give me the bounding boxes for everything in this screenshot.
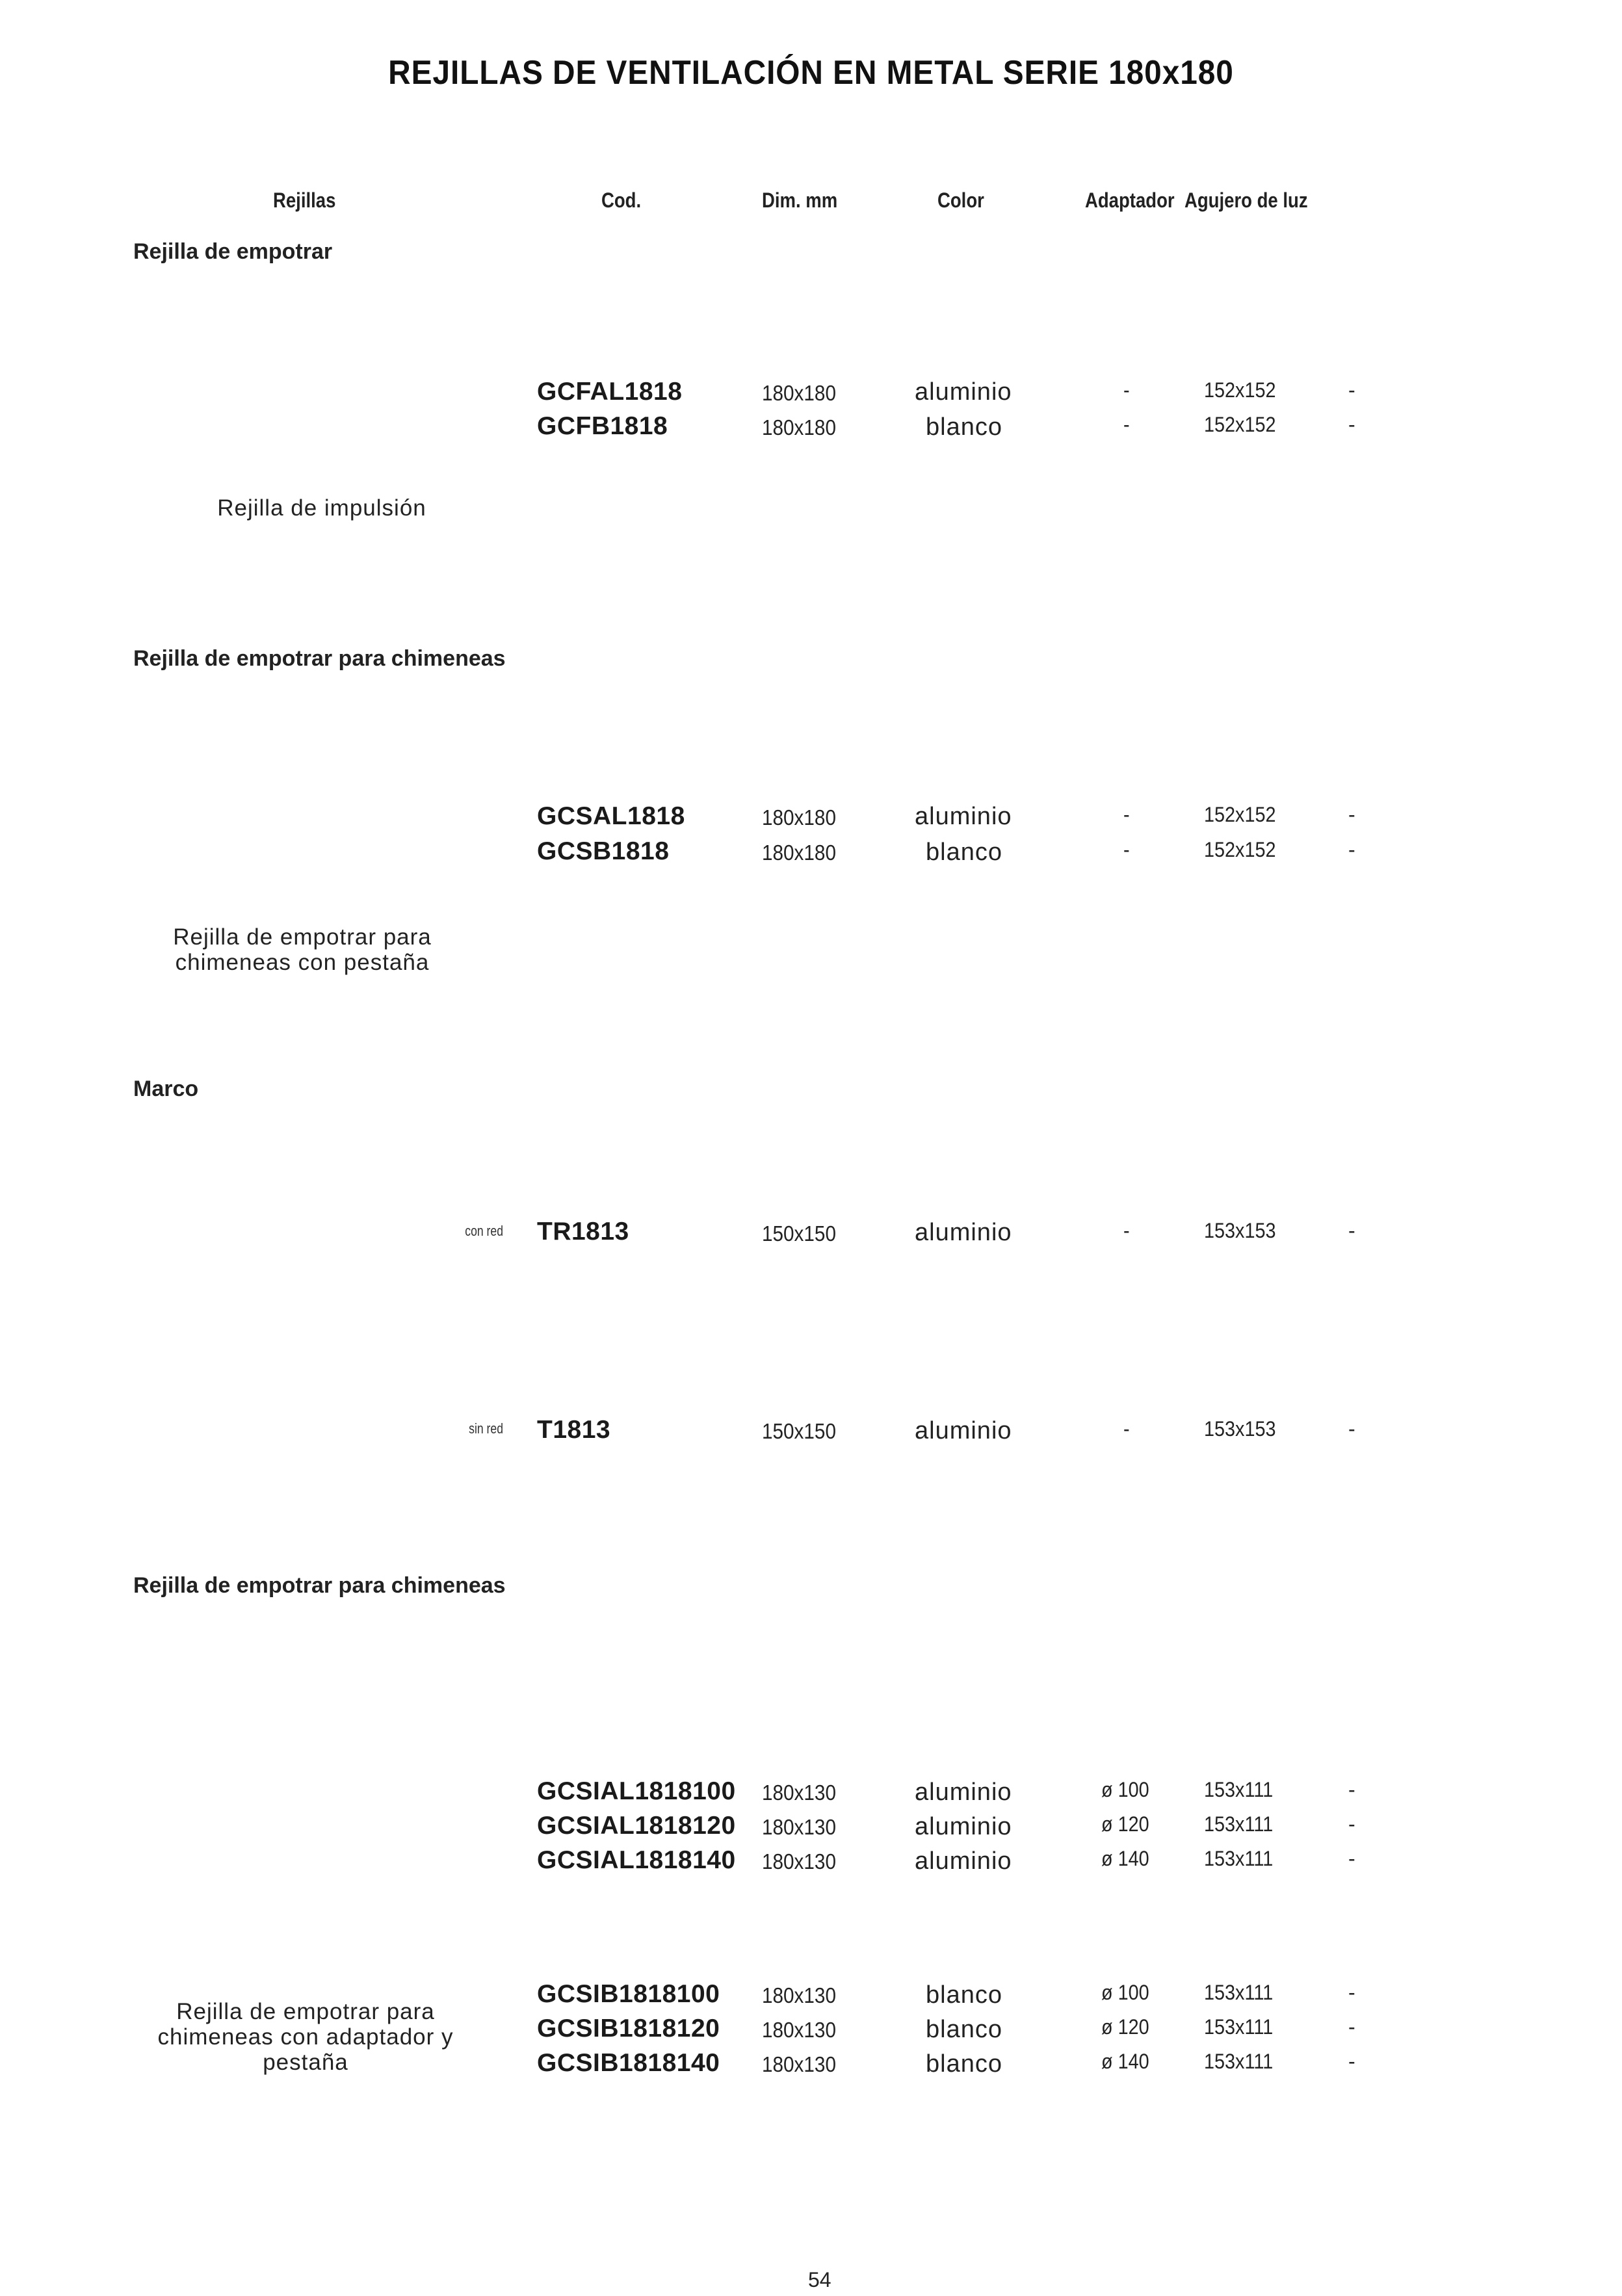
- hole-size: 153x111: [1204, 1981, 1274, 2004]
- hole-size: 152x152: [1204, 803, 1276, 826]
- adapter-value: -: [1123, 1417, 1130, 1441]
- dimension: 180x180: [762, 415, 836, 439]
- product-code: GCSIB1818140: [537, 2049, 720, 2077]
- color-value: blanco: [926, 413, 1002, 441]
- color-value: aluminio: [915, 1417, 1012, 1444]
- product-code: GCSIAL1818100: [537, 1777, 736, 1805]
- page-number: 54: [808, 2268, 831, 2291]
- variant-label: sin red: [469, 1420, 503, 1437]
- product-code: GCFB1818: [537, 412, 668, 440]
- product-code: GCSIB1818100: [537, 1980, 720, 2008]
- color-value: aluminio: [915, 1847, 1012, 1875]
- header-adaptador: Adaptador: [1085, 189, 1175, 212]
- product-description: Rejilla de empotrar para chimeneas con adaptador y pestaña: [157, 1999, 454, 2075]
- adapter-value: -: [1123, 803, 1130, 826]
- hole-size: 153x111: [1204, 2015, 1274, 2039]
- header-dim: Dim. mm: [762, 189, 838, 212]
- dimension: 180x130: [762, 2052, 836, 2076]
- adapter-value: -: [1123, 378, 1130, 402]
- product-code: TR1813: [537, 1218, 629, 1246]
- product-code: GCSIAL1818140: [537, 1846, 736, 1874]
- color-value: blanco: [926, 2016, 1002, 2043]
- dimension: 180x180: [762, 381, 836, 405]
- color-value: aluminio: [915, 378, 1012, 406]
- color-value: aluminio: [915, 1779, 1012, 1806]
- extra-value: -: [1348, 838, 1355, 861]
- hole-size: 152x152: [1204, 378, 1276, 402]
- extra-value: -: [1348, 1981, 1355, 2004]
- extra-value: -: [1348, 803, 1355, 826]
- section-heading: Rejilla de empotrar para chimeneas: [133, 646, 506, 671]
- hole-size: 153x111: [1204, 1778, 1274, 1801]
- hole-size: 153x153: [1204, 1417, 1276, 1441]
- page-title: REJILLAS DE VENTILACIÓN EN METAL SERIE 180x180: [388, 54, 1234, 92]
- dimension: 180x130: [762, 1849, 836, 1873]
- product-code: GCSAL1818: [537, 802, 685, 830]
- dimension: 150x150: [762, 1221, 836, 1246]
- adapter-value: ø 120: [1101, 1812, 1149, 1836]
- dimension: 150x150: [762, 1419, 836, 1443]
- adapter-value: ø 140: [1101, 2050, 1149, 2073]
- color-value: aluminio: [915, 803, 1012, 830]
- dimension: 180x180: [762, 841, 836, 865]
- header-rejillas: Rejillas: [273, 189, 336, 212]
- dimension: 180x130: [762, 1983, 836, 2007]
- product-code: GCSIAL1818120: [537, 1812, 736, 1840]
- dimension: 180x130: [762, 1781, 836, 1805]
- dimension: 180x130: [762, 2018, 836, 2042]
- product-code: GCFAL1818: [537, 378, 683, 406]
- hole-size: 153x111: [1204, 2050, 1274, 2073]
- variant-label: con red: [465, 1223, 503, 1239]
- adapter-value: -: [1123, 838, 1130, 861]
- product-description: Rejilla de impulsión: [217, 495, 426, 521]
- adapter-value: -: [1123, 1219, 1130, 1242]
- hole-size: 152x152: [1204, 413, 1276, 436]
- extra-value: -: [1348, 2015, 1355, 2039]
- adapter-value: ø 100: [1101, 1981, 1149, 2004]
- extra-value: -: [1348, 413, 1355, 436]
- extra-value: -: [1348, 1812, 1355, 1836]
- hole-size: 152x152: [1204, 838, 1276, 861]
- hole-size: 153x153: [1204, 1219, 1276, 1242]
- section-heading: Marco: [133, 1076, 199, 1101]
- extra-value: -: [1348, 378, 1355, 402]
- color-value: blanco: [926, 839, 1002, 866]
- extra-value: -: [1348, 1417, 1355, 1441]
- dimension: 180x130: [762, 1815, 836, 1839]
- extra-value: -: [1348, 1847, 1355, 1870]
- header-color: Color: [937, 189, 984, 212]
- adapter-value: ø 120: [1101, 2015, 1149, 2039]
- adapter-value: ø 100: [1101, 1778, 1149, 1801]
- color-value: aluminio: [915, 1813, 1012, 1840]
- color-value: blanco: [926, 1981, 1002, 2009]
- section-heading: Rejilla de empotrar: [133, 239, 333, 264]
- header-agujero: Agujero de luz: [1184, 189, 1308, 212]
- product-code: GCSB1818: [537, 837, 670, 865]
- color-value: aluminio: [915, 1219, 1012, 1246]
- section-heading: Rejilla de empotrar para chimeneas: [133, 1573, 506, 1598]
- extra-value: -: [1348, 2050, 1355, 2073]
- extra-value: -: [1348, 1219, 1355, 1242]
- header-cod: Cod.: [601, 189, 642, 212]
- product-description: Rejilla de empotrar para chimeneas con pestaña: [173, 924, 432, 975]
- hole-size: 153x111: [1204, 1847, 1274, 1870]
- adapter-value: ø 140: [1101, 1847, 1149, 1870]
- extra-value: -: [1348, 1778, 1355, 1801]
- product-code: T1813: [537, 1416, 611, 1444]
- color-value: blanco: [926, 2050, 1002, 2078]
- dimension: 180x180: [762, 805, 836, 829]
- hole-size: 153x111: [1204, 1812, 1274, 1836]
- product-code: GCSIB1818120: [537, 2015, 720, 2042]
- adapter-value: -: [1123, 413, 1130, 436]
